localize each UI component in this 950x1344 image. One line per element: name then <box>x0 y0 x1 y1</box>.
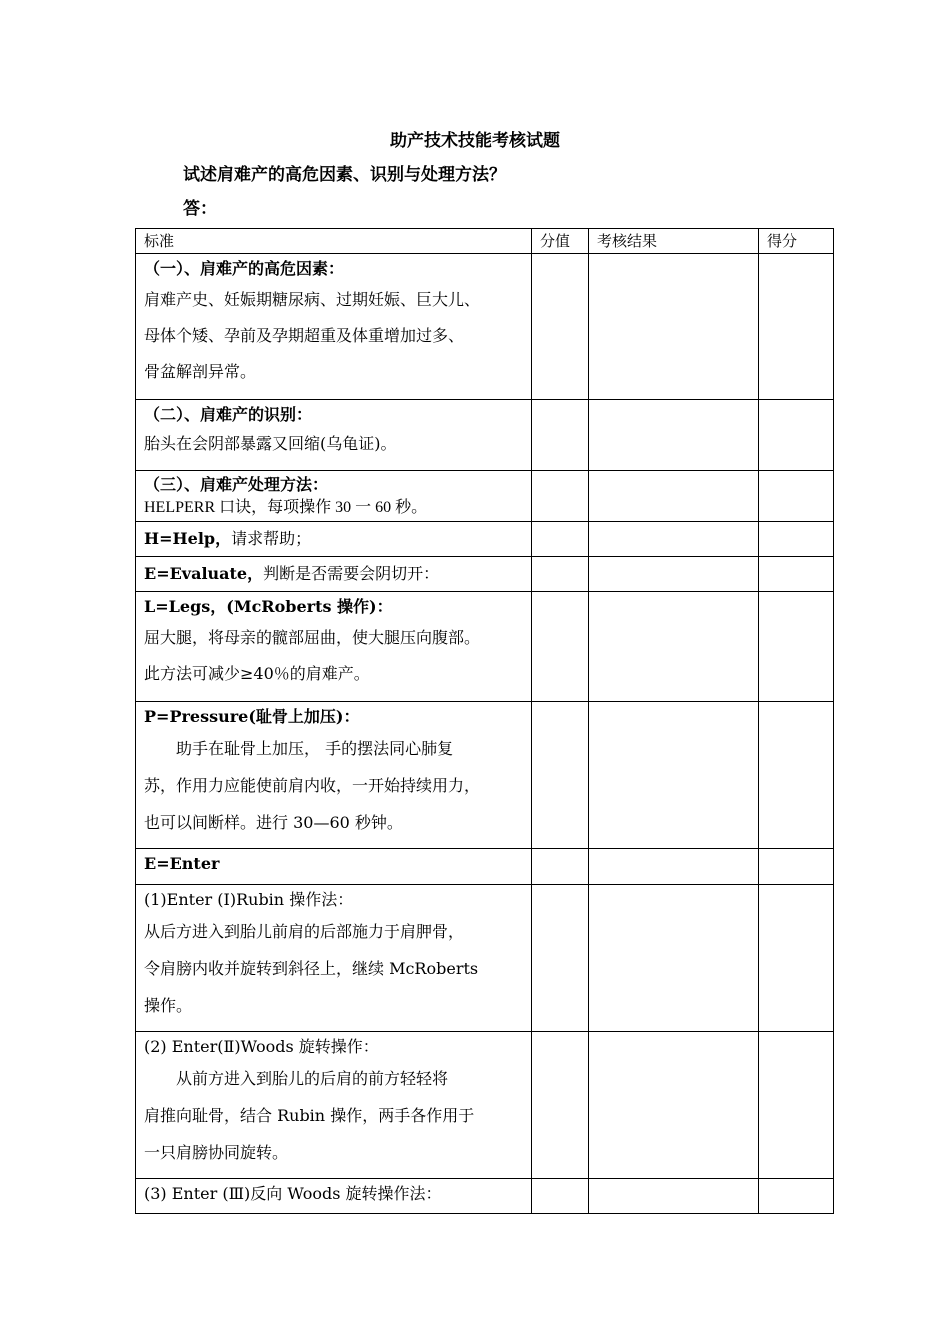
criteria-line: (2) Enter(Ⅱ)Woods 旋转操作： <box>144 1037 379 1056</box>
score-cell <box>759 702 834 849</box>
score-cell <box>759 471 834 522</box>
criteria-line: 助手在耻骨上加压， 手的摆法同心肺复 <box>176 739 454 758</box>
criteria-line: HELPERR 口诀，每项操作 30 一 60 秒。 <box>144 499 428 516</box>
result-cell <box>589 557 759 592</box>
result-cell <box>589 885 759 1032</box>
criteria-cell <box>136 1179 532 1214</box>
criteria-cell <box>136 522 532 557</box>
criteria-line: 也可以间断样。进行 30—60 秒钟。 <box>144 813 403 832</box>
score-value-cell <box>532 702 589 849</box>
criteria-cell <box>136 592 532 702</box>
section-heading: E=Enter <box>144 854 220 873</box>
table-row <box>136 471 834 522</box>
score-cell <box>759 1032 834 1179</box>
criteria-line: 苏，作用力应能使前肩内收，一开始持续用力， <box>144 776 481 795</box>
criteria-line: 一只肩膀协同旋转。 <box>144 1143 289 1162</box>
score-cell <box>759 885 834 1032</box>
score-cell <box>759 522 834 557</box>
result-cell <box>589 702 759 849</box>
item-heading: H=Help， <box>144 529 232 548</box>
table-header-row <box>136 229 834 254</box>
table-row <box>136 400 834 471</box>
score-value-cell <box>532 254 589 400</box>
score-cell <box>759 254 834 400</box>
result-cell <box>589 254 759 400</box>
header-score: 得分 <box>759 229 834 254</box>
criteria-cell <box>136 702 532 849</box>
criteria-line: 从前方进入到胎儿的后肩的前方轻轻将 <box>176 1069 449 1088</box>
score-cell <box>759 400 834 471</box>
criteria-cell <box>136 254 532 400</box>
result-cell <box>589 400 759 471</box>
header-result: 考核结果 <box>589 229 759 254</box>
section-heading: （三）、肩难产处理方法： <box>144 475 329 494</box>
score-value-cell <box>532 1032 589 1179</box>
section-heading: P=Pressure(耻骨上加压)： <box>144 707 360 726</box>
result-cell <box>589 1032 759 1179</box>
criteria-cell <box>136 471 532 522</box>
table-row <box>136 557 834 592</box>
criteria-line: (3) Enter (Ⅲ)反向 Woods 旋转操作法： <box>144 1184 442 1203</box>
score-cell <box>759 849 834 885</box>
page-title: 助产技术技能考核试题 <box>390 131 560 151</box>
item-text: 判断是否需要会阴切开： <box>263 564 440 583</box>
result-cell <box>589 592 759 702</box>
table-row <box>136 702 834 849</box>
score-cell <box>759 1179 834 1214</box>
score-value-cell <box>532 592 589 702</box>
criteria-cell <box>136 1032 532 1179</box>
criteria-cell <box>136 849 532 885</box>
score-value-cell <box>532 522 589 557</box>
answer-label: 答： <box>183 199 217 219</box>
table-row <box>136 1032 834 1179</box>
score-value-cell <box>532 471 589 522</box>
result-cell <box>589 1179 759 1214</box>
section-heading: L=Legs，(McRoberts 操作)： <box>144 597 393 616</box>
criteria-line: 胎头在会阴部暴露又回缩(乌龟证)。 <box>144 434 397 453</box>
criteria-line: 从后方进入到胎儿前肩的后部施力于肩胛骨， <box>144 922 465 941</box>
criteria-line: 肩推向耻骨，结合 Rubin 操作，两手各作用于 <box>144 1106 475 1125</box>
score-value-cell <box>532 885 589 1032</box>
item-text: 请求帮助； <box>231 529 312 548</box>
criteria-line: 屈大腿，将母亲的髋部屈曲，使大腿压向腹部。 <box>144 628 481 647</box>
criteria-line: 骨盆解剖异常。 <box>144 362 257 381</box>
section-heading: （二）、肩难产的识别： <box>144 405 313 424</box>
score-value-cell <box>532 557 589 592</box>
header-score-value: 分值 <box>532 229 589 254</box>
result-cell <box>589 522 759 557</box>
criteria-line: 此方法可减少≥40％的肩难产。 <box>144 664 370 683</box>
score-value-cell <box>532 849 589 885</box>
result-cell <box>589 849 759 885</box>
section-heading: （一）、肩难产的高危因素： <box>144 259 345 278</box>
criteria-line: 令肩膀内收并旋转到斜径上，继续 McRoberts <box>144 959 479 978</box>
assessment-table <box>135 228 834 1214</box>
criteria-line: 操作。 <box>144 996 193 1015</box>
criteria-cell <box>136 400 532 471</box>
table-row <box>136 254 834 400</box>
criteria-line: (1)Enter (I)Rubin 操作法： <box>144 890 354 909</box>
item-heading: E=Evaluate， <box>144 564 264 583</box>
table-row <box>136 522 834 557</box>
table-row <box>136 849 834 885</box>
score-value-cell <box>532 1179 589 1214</box>
criteria-line: 肩难产史、妊娠期糖尿病、过期妊娠、巨大儿、 <box>144 290 481 309</box>
criteria-cell <box>136 885 532 1032</box>
score-cell <box>759 592 834 702</box>
table-row <box>136 1179 834 1214</box>
result-cell <box>589 471 759 522</box>
table-row <box>136 592 834 702</box>
question-text: 试述肩难产的高危因素、识别与处理方法？ <box>183 165 506 185</box>
criteria-line: 母体个矮、孕前及孕期超重及体重增加过多、 <box>144 326 465 345</box>
header-standard: 标准 <box>136 229 532 254</box>
score-cell <box>759 557 834 592</box>
score-value-cell <box>532 400 589 471</box>
criteria-cell <box>136 557 532 592</box>
table-row <box>136 885 834 1032</box>
